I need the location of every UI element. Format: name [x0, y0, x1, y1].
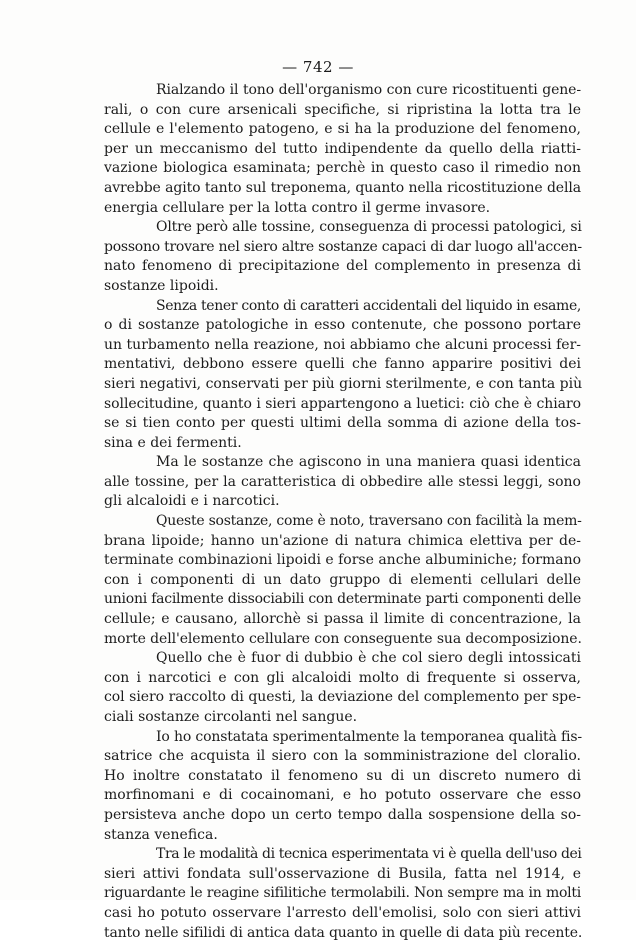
text-line: Senza tener conto di caratteri accidentali del liquido in esame, [156, 297, 581, 314]
text-line: vazione biologica esaminata; perchè in questo caso il rimedio non [104, 160, 581, 177]
text-line: casi ho potuto osservare l'arresto dell'emolisi, solo con sieri attivi [104, 904, 581, 921]
text-line: brana lipoide; hanno un'azione di natura chimica elettiva per de- [104, 532, 581, 549]
page-number: — 742 — [282, 58, 354, 76]
text-line: sieri negativi, conservati per più giorni sterilmente, e con tanta più [104, 375, 583, 392]
text-line: Io ho constatata sperimentalmente la temporanea qualità fis- [156, 728, 582, 745]
text-line: morte dell'elemento cellulare con conseguente sua decomposizione. [104, 630, 582, 647]
text-line: o di sostanze patologiche in esso contenute, che possono portare [104, 317, 581, 334]
paragraph [104, 649, 581, 727]
paragraph [104, 728, 581, 846]
text-line: rali, o con cure arsenicali specifiche, si ripristina la lotta tra le [104, 101, 581, 118]
text-line: avrebbe agito tanto sul treponema, quanto nella ricostituzione della [104, 179, 581, 196]
text-line: un turbamento nella reazione, noi abbiamo che alcuni processi fer- [104, 336, 581, 353]
paragraph [104, 218, 581, 296]
paragraph [104, 81, 581, 218]
text-line: riguardante le reagine sifilitiche termolabili. Non sempre ma in molti [104, 885, 581, 902]
text-line: Rialzando il tono dell'organismo con cure ricostituenti gene- [156, 82, 581, 98]
paragraph [104, 297, 581, 454]
text-line: sieri attivi fondata sull'osservazione di Busila, fatta nel 1914, e [104, 865, 581, 882]
paragraph [104, 845, 581, 943]
text-line: con i componenti di un dato gruppo di elementi cellulari delle [104, 571, 581, 588]
text-line: alle tossine, per la caratteristica di obbedire alle stessi leggi, sono [104, 473, 581, 490]
text-line: terminate combinazioni lipoidi e forse anche albuminiche; formano [104, 552, 582, 569]
text-line: mentativi, debbono essere quelli che fanno apparire positivi dei [104, 356, 581, 373]
paragraph [104, 512, 581, 649]
text-line: tanto nelle sifilidi di antica data quanto in quelle di data più recente. [104, 924, 583, 941]
text-line: Tra le modalità di tecnica esperimentata vi è quella dell'uso dei [156, 846, 582, 863]
text-line: Ho inoltre constatato il fenomeno su di un discreto numero di [104, 767, 581, 784]
text-line: Ma le sostanze che agiscono in una maniera quasi identica [156, 454, 581, 471]
paragraph [104, 453, 581, 512]
text-line: Quello che è fuor di dubbio è che col siero degli intossicati [156, 650, 581, 667]
text-line: Oltre però alle tossine, conseguenza di processi patologici, si [156, 219, 582, 236]
text-line: sina e dei fermenti. [104, 434, 242, 451]
text-line: col siero raccolto di questi, la deviazione del complemento per spe- [104, 689, 581, 706]
text-line: persisteva anche dopo un certo tempo dalla sospensione della so- [104, 806, 581, 823]
body-text [104, 81, 581, 943]
text-line: morfinomani e di cocainomani, e ho potuto osservare che esso [104, 787, 581, 804]
text-line: cellule e l'elemento patogeno, e si ha la produzione del fenomeno, [104, 121, 581, 138]
text-line: cellule; e causano, allorchè si passa il limite di concentrazione, la [104, 611, 581, 628]
text-line: per un meccanismo del tutto indipendente da quello della riatti- [104, 140, 581, 157]
text-line: sostanze lipoidi. [104, 277, 219, 294]
text-line: stanza venefica. [104, 826, 218, 843]
text-line: gli alcaloidi e i narcotici. [104, 493, 280, 510]
text-line: energia cellulare per la lotta contro il germe invasore. [104, 199, 491, 216]
text-line: unioni facilmente dissociabili con determinate parti componenti delle [104, 591, 581, 608]
text-line: possono trovare nel siero altre sostanze capaci di dar luogo all'accen- [104, 238, 582, 255]
text-line: se si tien conto per questi ultimi della somma di azione della tos- [104, 415, 581, 432]
text-line: con i narcotici e con gli alcaloidi molto di frequente si osserva, [104, 669, 581, 686]
text-line: Queste sostanze, come è noto, traversano con facilità la mem- [156, 513, 582, 530]
text-line: satrice che acquista il siero con la somministrazione del cloralio. [104, 748, 581, 765]
text-line: nato fenomeno di precipitazione del complemento in presenza di [104, 258, 581, 275]
text-line: sollecitudine, quanto i sieri appartengono a luetici: ciò che è chiaro [104, 395, 581, 412]
text-line: ciali sostanze circolanti nel sangue. [104, 709, 358, 725]
